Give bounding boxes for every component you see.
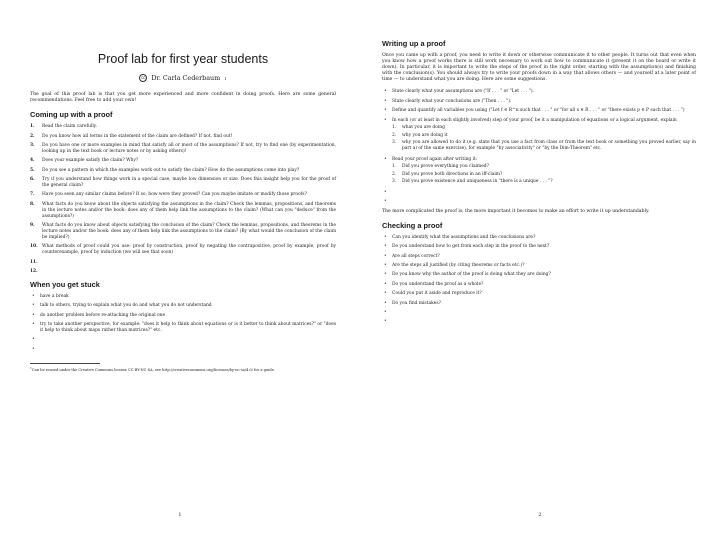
list-item	[382, 263, 696, 269]
item-text: Do you know why the author of the proof is doing what they are doing?	[392, 272, 551, 278]
item-body	[392, 108, 696, 114]
list-item	[382, 190, 696, 196]
sub-item-number: 1.	[392, 125, 397, 131]
item-text	[392, 319, 696, 325]
sub-list-item	[392, 140, 696, 152]
list-item	[382, 108, 696, 114]
item-text: talk to others, trying to explain what you do and what you do not understand	[40, 303, 212, 309]
bullet-icon: •	[32, 322, 35, 328]
bullet-icon: •	[384, 89, 387, 95]
sub-item-text: Did you prove everything you claimed?	[402, 164, 489, 170]
list-item	[30, 337, 336, 343]
sub-list-item	[392, 179, 696, 185]
bullet-icon: •	[384, 281, 387, 287]
sub-item-number: 2.	[392, 171, 397, 177]
item-text: Do you see a pattern in which the examples work out to satisfy the claim? How do the assumptions come into play?	[42, 167, 300, 173]
author-line	[30, 74, 336, 82]
sub-item-number: 3.	[392, 178, 397, 184]
intro-paragraph: The goal of this proof lab is that you get more experienced and more confident in doing proofs. Here are some general recommendations. Feel free to add your own!	[30, 92, 336, 104]
item-text: Read the claim carefully.	[42, 124, 98, 130]
document-title: Proof lab for first year students	[97, 52, 269, 66]
footnote-text: Can be reused under the Creative Commons license CC BY-NC-SA, see http://creativecommons.org/licenses/by-nc-sa/4.0/ for a guide.	[31, 367, 275, 372]
bullet-icon: •	[32, 303, 35, 309]
section-heading-coming-up: Coming up with a proof	[30, 110, 113, 120]
list-item	[382, 157, 696, 187]
item-text: What facts do you know about objects satisfying the conclusion of the claim? Check the lemmas, propositions, and theorems in the lecture notes and/or the book: does any of them help link the assumptions to the claim? (By what would the conclusion of the claim be implied?)	[42, 223, 336, 240]
sub-list	[392, 164, 696, 185]
list-item	[30, 124, 336, 130]
item-text	[392, 310, 696, 316]
bullet-icon: •	[384, 199, 387, 205]
list-item	[30, 158, 336, 164]
bullet-icon: •	[384, 262, 387, 268]
list-item	[30, 244, 336, 256]
footnote	[30, 366, 336, 373]
item-text: Does your example satisfy the claim? Why?	[42, 158, 139, 164]
bullet-icon: •	[384, 244, 387, 250]
item-number: 12.	[30, 269, 38, 274]
sub-list-item	[392, 133, 696, 139]
bullet-icon: •	[384, 310, 387, 315]
section-heading-writing-up: Writing up a proof	[382, 39, 446, 48]
list-item	[30, 202, 336, 220]
item-number: 6.	[30, 177, 35, 183]
list-item	[30, 269, 336, 275]
list-item	[382, 89, 696, 95]
list-item	[382, 199, 696, 205]
list-item	[30, 260, 336, 266]
writing-list	[382, 89, 696, 205]
item-number: 7.	[30, 192, 35, 198]
item-text	[42, 269, 336, 275]
list-item	[382, 99, 696, 105]
item-text: Read your proof again after writing it:	[392, 156, 478, 162]
section-heading-stuck: When you get stuck	[30, 279, 100, 289]
item-body	[392, 89, 696, 95]
item-text: What methods of proof could you use: proof by construction, proof by negating the contrapositive, proof by example, proof by counterexample, proof by induction (we will see that soon)	[42, 244, 336, 256]
item-text: Try if you understand how things work in a special case, maybe low dimension or size. Does this insight help you for the proof of the general claim?	[42, 177, 336, 189]
item-text	[40, 347, 336, 353]
item-text: Could you put it aside and reproduce it?	[392, 291, 482, 297]
bullet-icon: •	[384, 319, 387, 325]
item-number: 8.	[30, 201, 35, 207]
item-text: Are all steps correct?	[392, 253, 440, 259]
section-heading-checking: Checking a proof	[382, 220, 443, 230]
list-item	[382, 319, 696, 325]
item-text: Can you identify what the assumptions and the conclusions are?	[392, 234, 536, 240]
sub-item-text: Did you prove existence and uniqueness in "there is a unique . . . "?	[402, 178, 553, 184]
list-item	[382, 118, 696, 154]
item-number: 10.	[30, 244, 38, 250]
author-name: Dr. Carla Cederbaum	[151, 74, 221, 82]
bullet-icon: •	[384, 234, 387, 240]
list-item	[30, 177, 336, 189]
list-item	[30, 313, 336, 319]
bullet-icon: •	[384, 108, 387, 114]
item-text: State clearly what your assumptions are ("If . . . " or "Let . . . ").	[392, 89, 534, 95]
bullet-icon: •	[32, 312, 35, 318]
list-item	[30, 294, 336, 300]
page-2	[360, 0, 720, 540]
list-item	[30, 303, 336, 309]
sub-item-number: 2.	[392, 132, 397, 138]
list-item	[382, 301, 696, 307]
checking-list	[382, 235, 696, 326]
bullet-icon: •	[384, 156, 387, 162]
bullet-icon: •	[384, 272, 387, 278]
item-text: try to take another perspective, for example: "does it help to think about equations or is it better to think about matrices?" or "does it help to think about maps rather than matrices?" etc.	[40, 322, 336, 334]
item-text	[40, 337, 336, 343]
sub-item-text: why you are allowed to do it (e.g. state that you use a fact from class or from the text book or something you proved earlier, say in part a) of the same exercise), for example "by associativity" or "by the Dim-Theorem" etc.	[402, 139, 696, 151]
item-text: Have you seen any similar claims before? If so, how were they proved? Can you maybe imitate or modify those proofs?	[42, 192, 307, 198]
sub-list-item	[392, 125, 696, 131]
item-body	[392, 199, 696, 205]
item-text: have a break	[40, 293, 69, 299]
item-text: Do you have one or more examples in mind that satisfy all or most of the assumptions? If not, try to find one (by experimentation, looking up in the text book or lecture notes or by asking others)!	[42, 143, 336, 154]
footnote-divider	[30, 363, 100, 364]
item-number: 9.	[30, 223, 35, 229]
item-text: Do you understand how to get from each step in the proof to the next?	[392, 244, 550, 250]
item-text: What facts do you know about the objects satisfying the assumptions in the claim? Check the lemmas, propositions, and theorems in the lecture notes and/or the book: does any of them help link the assumptions to the claim? (What can you "deduce" from the assumptions?)	[42, 201, 336, 219]
item-text	[42, 260, 336, 266]
bullet-icon: •	[384, 189, 387, 195]
item-number: 11.	[30, 259, 38, 265]
list-item	[30, 134, 336, 140]
item-text: Do you understand the proof as a whole?	[392, 281, 484, 287]
item-number: 5.	[30, 167, 35, 173]
item-text: Define and quantify all variables you using ("Let f ∈ R^n such that . . . " or "for all x ∈ R . . . " or "there exists p ∈ P such that . . . ")	[392, 108, 685, 114]
bullet-icon: •	[384, 98, 387, 104]
bullet-icon: •	[32, 337, 35, 343]
list-item	[382, 310, 696, 316]
list-item	[382, 254, 696, 260]
list-item	[30, 192, 336, 198]
footnote-number: 1	[30, 365, 32, 370]
list-item	[382, 272, 696, 278]
page-number-2: 2	[538, 512, 542, 518]
list-item	[382, 235, 696, 241]
sub-item-number: 1.	[392, 164, 397, 170]
page-number-1: 1	[178, 512, 182, 518]
item-text: Do you find mistakes?	[392, 300, 441, 306]
sub-item-text: Did you prove both directions in an iff-claim?	[402, 171, 503, 177]
coming-up-list	[30, 124, 336, 275]
creative-commons-icon: cc	[141, 75, 146, 80]
item-body	[392, 190, 696, 196]
writing-intro-paragraph: Once you came up with a proof, you need to write it down or otherwise communicate it to other people. It turns out that even when you know how a proof works there is still work necessary to work out how to communicate it (present it on the board or write it down). In particular, it is important to write the steps of the proof in the right order, starting with the assumption(s) and finishing with the conclusion(s). You should always try to write your proofs down in a way that allows others — and yourself at a later point of time — to understand what you are doing. Here are some suggestions.	[382, 53, 696, 83]
item-body	[392, 118, 696, 154]
item-text: In each (or at least in each slightly involved) step of your proof, be it a manipulation of equations or a logical argument, explain	[392, 117, 677, 123]
item-body	[392, 99, 696, 105]
bullet-icon: •	[384, 253, 387, 259]
item-number: 1.	[30, 124, 35, 130]
stuck-list	[30, 294, 336, 353]
item-body	[392, 157, 696, 187]
item-text: Are the steps all justified (by citing theorems or facts etc.)?	[392, 262, 525, 268]
list-item	[30, 143, 336, 155]
list-item	[382, 244, 696, 250]
sub-list	[392, 125, 696, 152]
bullet-icon: •	[32, 293, 35, 299]
item-number: 4.	[30, 158, 35, 164]
sub-item-text: what you are doing	[402, 125, 445, 131]
bullet-icon: •	[384, 291, 387, 297]
list-item	[382, 291, 696, 297]
list-item	[30, 322, 336, 334]
list-item	[30, 223, 336, 241]
item-text: State clearly what your conclusions are ("Then . . . ").	[392, 98, 512, 104]
bullet-icon: •	[384, 117, 387, 123]
writing-outro-paragraph: The more complicated the proof is, the more important it becomes to make an effort to write it up understandably.	[382, 208, 650, 214]
sub-item-number: 3.	[392, 139, 397, 145]
item-text: Do you know how all terms in the statement of the claim are defined? If not, find out!	[42, 133, 233, 139]
bullet-icon: •	[32, 346, 35, 352]
sub-list-item	[392, 172, 696, 178]
list-item	[30, 168, 336, 174]
footnote-mark: 1	[224, 75, 227, 81]
item-text: do another problem before re-attacking the original one	[40, 312, 166, 318]
item-number: 3.	[30, 143, 35, 148]
item-number: 2.	[30, 133, 35, 139]
list-item	[382, 282, 696, 288]
bullet-icon: •	[384, 300, 387, 306]
sub-list-item	[392, 164, 696, 170]
sub-item-text: why you are doing it	[402, 132, 448, 138]
list-item	[30, 347, 336, 353]
